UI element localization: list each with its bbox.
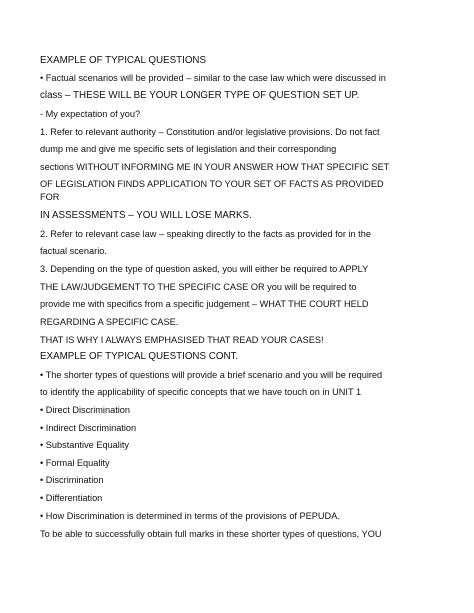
text-line: REGARDING A SPECIFIC CASE. (40, 317, 179, 327)
text-line: - My expectation of you? (40, 109, 141, 119)
text-line: dump me and give me specific sets of legislation and their corresponding (40, 144, 337, 154)
list-item: • Substantive Equality (40, 440, 130, 450)
heading-example-questions-cont: EXAMPLE OF TYPICAL QUESTIONS CONT. (40, 351, 239, 362)
list-item: • Discrimination (40, 475, 104, 485)
text-line: 2. Refer to relevant case law – speaking directly to the facts as provided for in the (40, 229, 371, 239)
text-line: • Factual scenarios will be provided – similar to the case law which were discussed in (40, 73, 386, 83)
heading-example-questions: EXAMPLE OF TYPICAL QUESTIONS (40, 55, 207, 66)
text-line: OF LEGISLATION FINDS APPLICATION TO YOUR SET OF FACTS AS PROVIDED (40, 179, 384, 189)
list-item: • Differentiation (40, 493, 103, 503)
text-line: • The shorter types of questions will provide a brief scenario and you will be required (40, 370, 383, 380)
text-line: To be able to successfully obtain full marks in these shorter types of questions, YOU (40, 529, 382, 539)
list-item: • Direct Discrimination (40, 405, 131, 415)
text-line: 3. Depending on the type of question asked, you will either be required to APPLY (40, 264, 369, 274)
text-line: THE LAW/JUDGEMENT TO THE SPECIFIC CASE OR you will be required to (40, 282, 357, 292)
list-item: • How Discrimination is determined in terms of the provisions of PEPUDA. (40, 511, 340, 521)
text-line: provide me with specifics from a specific judgement – WHAT THE COURT HELD (40, 299, 369, 309)
text-line: sections WITHOUT INFORMING ME IN YOUR ANSWER HOW THAT SPECIFIC SET (40, 162, 390, 172)
list-item: • Indirect Discrimination (40, 423, 137, 433)
text-line: 1. Refer to relevant authority – Constitution and/or legislative provisions. Do not fact (40, 127, 380, 137)
text-line: class – THESE WILL BE YOUR LONGER TYPE OF QUESTION SET UP. (40, 90, 360, 101)
list-item: • Formal Equality (40, 458, 110, 468)
text-line: IN ASSESSMENTS – YOU WILL LOSE MARKS. (40, 210, 252, 221)
text-line: FOR (40, 192, 60, 202)
text-line: factual scenario. (40, 246, 107, 256)
text-line: to identify the applicability of specific concepts that we have touch on in UNIT 1 (40, 387, 362, 397)
text-line: THAT IS WHY I ALWAYS EMPHASISED THAT READ YOUR CASES! (40, 335, 324, 345)
